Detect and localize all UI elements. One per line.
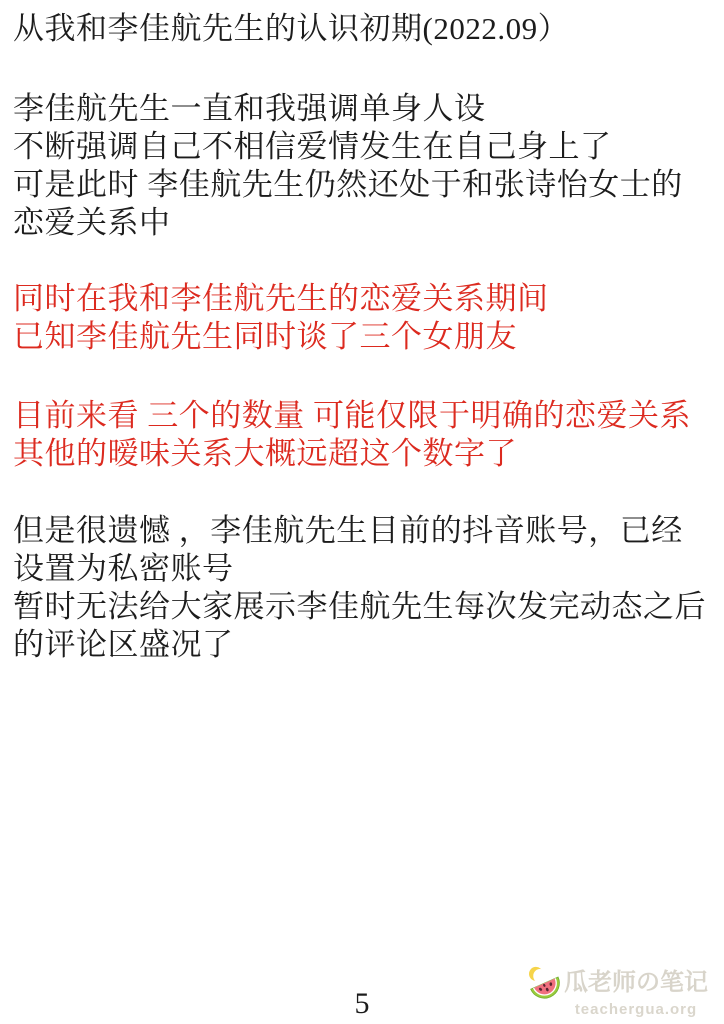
document-body <box>13 8 716 664</box>
watermark <box>528 963 708 1018</box>
text-line: 的评论区盛况了 <box>13 627 234 662</box>
paragraph-number-estimate <box>13 397 716 473</box>
text-line: 已知李佳航先生同时谈了三个女朋友 <box>13 319 517 354</box>
text-line: 不断强调自己不相信爱情发生在自己身上了 <box>13 129 612 164</box>
text-line: 目前来看 三个的数量 可能仅限于明确的恋爱关系 <box>13 398 691 433</box>
watermelon-icon <box>526 961 564 1004</box>
watermark-url: teachergua.org <box>574 1001 698 1018</box>
text-line: 暂时无法给大家展示李佳航先生每次发完动态之后 <box>13 589 706 624</box>
text-line: 恋爱关系中 <box>13 205 171 240</box>
text-line: 但是很遗憾 ，李佳航先生目前的抖音账号，已经 <box>13 513 683 548</box>
watermark-name: 瓜老师の笔记 <box>564 969 708 996</box>
text-line: 可是此时 李佳航先生仍然还处于和张诗怡女士的 <box>13 167 683 202</box>
paragraph-three-girlfriends <box>13 280 716 356</box>
watermark-row <box>528 963 708 1003</box>
page-title: 从我和李佳航先生的认识初期(2022.09） <box>13 11 570 46</box>
text-line: 李佳航先生一直和我强调单身人设 <box>13 91 486 126</box>
paragraph-single-persona <box>13 90 716 242</box>
text-line: 同时在我和李佳航先生的恋爱关系期间 <box>13 281 549 316</box>
page-number: 5 <box>354 987 370 1020</box>
paragraph-private-account <box>13 512 716 664</box>
text-line: 设置为私密账号 <box>13 551 234 586</box>
text-line: 其他的暧味关系大概远超这个数字了 <box>13 436 517 471</box>
